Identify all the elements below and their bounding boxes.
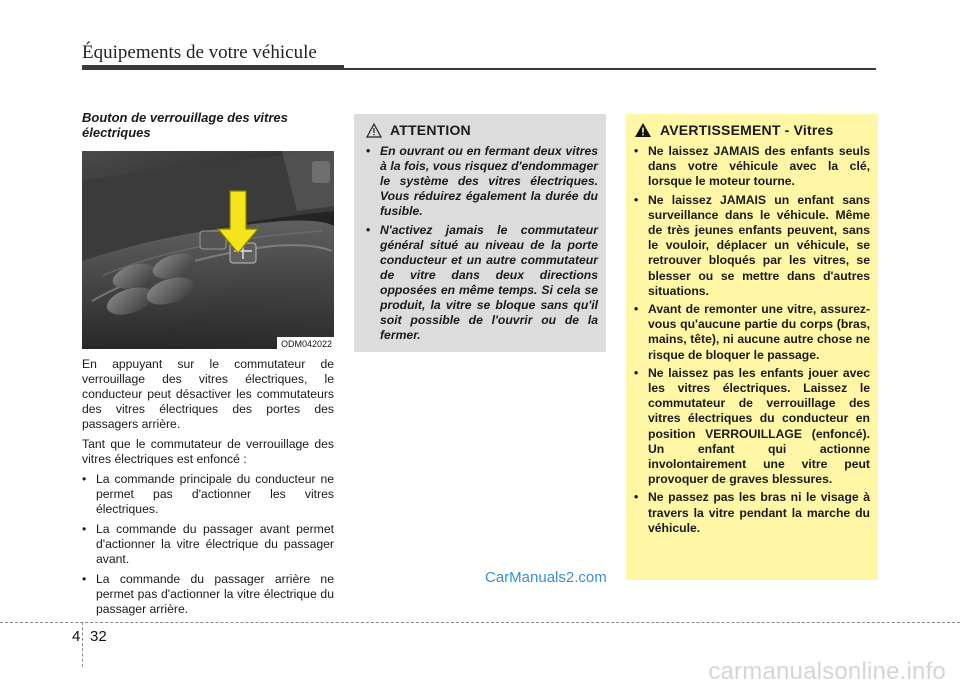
body-text xyxy=(82,357,334,617)
warning-triangle-icon xyxy=(634,122,652,138)
attention-header xyxy=(366,122,598,138)
lock-effects-list xyxy=(82,472,334,617)
attention-box xyxy=(354,114,606,352)
header-rule-thick xyxy=(82,65,344,70)
warning-title: AVERTISSEMENT - Vitres xyxy=(660,122,834,138)
list-item: • Ne laissez pas les enfants jouer avec les vitres électriques. Laissez le commutateur de verrouillage des vitres électriques du conducteur en position VERROUILLAGE (enfoncé). Un enfant qui actionne involontairement une vitre peut provoquer de graves blessures. xyxy=(634,366,870,488)
attention-title: ATTENTION xyxy=(390,122,471,138)
attention-list xyxy=(366,144,598,343)
warning-list xyxy=(634,144,870,536)
list-item: • La commande principale du conducteur ne permet pas d'actionner les vitres électriques. xyxy=(82,472,334,517)
list-item: • Avant de remonter une vitre, assurez-vous qu'aucune partie du corps (bras, mains, tête), ni aucune autre chose ne risque de bloquer le passage. xyxy=(634,302,870,363)
list-item: • Ne laissez JAMAIS un enfant sans surveillance dans le véhicule. Même de très jeunes enfants peuvent, sans le vouloir, déplacer un véhicule, se retrouver bloqués par les vitres, se blesser ou se mettre dans d'autres situations. xyxy=(634,193,870,299)
page-header-title: Équipements de votre véhicule xyxy=(82,42,317,63)
paragraph-2: Tant que le commutateur de verrouillage des vitres électriques est enfoncé : xyxy=(82,437,334,466)
caution-triangle-icon xyxy=(366,123,382,138)
footer-dashed-rule xyxy=(0,622,960,623)
warning-header xyxy=(634,122,870,138)
site-watermark[interactable]: carmanualsonline.info xyxy=(708,658,946,685)
list-item: • Ne laissez JAMAIS des enfants seuls dans votre véhicule avec la clé, lorsque le moteur tourne. xyxy=(634,144,870,190)
list-item: • N'activez jamais le commutateur général situé au niveau de la porte conducteur et un autre commutateur de vitre dans deux directions opposées en même temps. Si cela se produit, la vitre se bloque sans qu'il soit possible de l'ouvrir ou de la fermer. xyxy=(366,223,598,343)
page-number: 32 xyxy=(90,628,107,645)
footer-vertical-rule xyxy=(82,622,83,667)
door-panel-illustration xyxy=(82,151,334,349)
left-column xyxy=(82,110,334,622)
section-title: Bouton de verrouillage des vitres électriques xyxy=(82,110,288,140)
paragraph-1: En appuyant sur le commutateur de verrouillage des vitres électriques, le conducteur peut désactiver les commutateurs des vitres électriques des portes des passagers arrière. xyxy=(82,357,334,431)
list-item: • La commande du passager avant permet d'actionner la vitre électrique du passager avant. xyxy=(82,522,334,567)
carmanuals-watermark[interactable]: CarManuals2.com xyxy=(485,569,607,586)
photo-code-label: ODM042022 xyxy=(277,337,334,349)
header-rule-thin xyxy=(344,68,876,70)
chapter-number: 4 xyxy=(72,628,81,645)
list-item: • Ne passez pas les bras ni le visage à travers la vitre pendant la marche du véhicule. xyxy=(634,490,870,536)
window-lock-switch-photo xyxy=(82,151,334,349)
warning-box xyxy=(626,114,878,580)
list-item: • En ouvrant ou en fermant deux vitres à la fois, vous risquez d'endommager le système des vitres électriques. Vous réduirez également la durée du fusible. xyxy=(366,144,598,219)
list-item: • La commande du passager arrière ne permet pas d'actionner la vitre électrique du passager arrière. xyxy=(82,572,334,617)
